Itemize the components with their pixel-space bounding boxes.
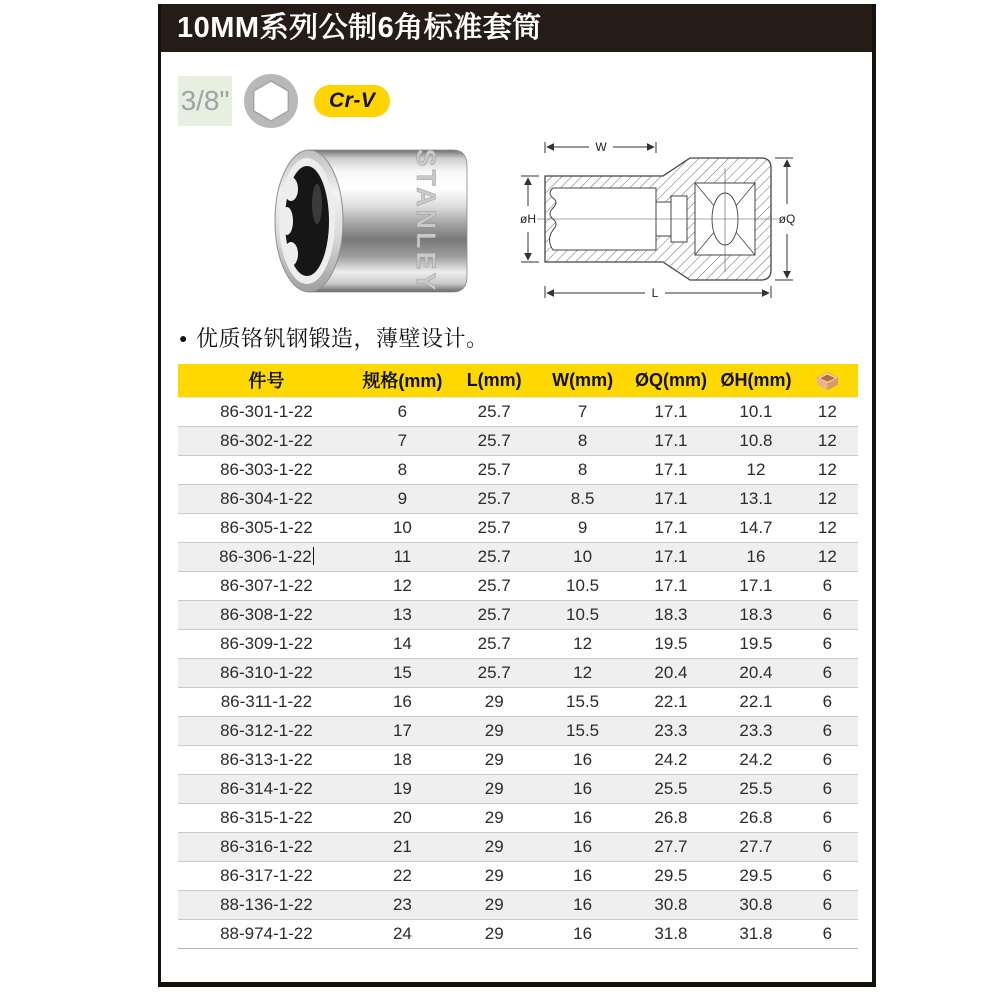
spec-table-body [178, 397, 858, 948]
pack-qty-cell: 6 [797, 919, 858, 948]
hex-dia-cell: 10.8 [715, 426, 797, 455]
table-header-row [178, 364, 858, 397]
size-cell: 24 [355, 919, 450, 948]
page-title: 10MM系列公制6角标准套筒 [161, 4, 872, 52]
pack-qty-cell: 6 [797, 745, 858, 774]
length-cell: 25.7 [450, 600, 538, 629]
size-cell: 8 [355, 455, 450, 484]
length-cell: 25.7 [450, 397, 538, 426]
size-cell: 19 [355, 774, 450, 803]
part-no-cell: 86-305-1-22 [178, 513, 355, 542]
pack-qty-cell: 12 [797, 484, 858, 513]
width-cell: 16 [538, 861, 626, 890]
width-cell: 12 [538, 658, 626, 687]
table-row [178, 919, 858, 948]
drive-dia-cell: 31.8 [627, 919, 715, 948]
length-cell: 29 [450, 890, 538, 919]
hex-dia-cell: 24.2 [715, 745, 797, 774]
width-cell: 10.5 [538, 571, 626, 600]
width-cell: 16 [538, 832, 626, 861]
col-header-drive-dia: ØQ(mm) [627, 364, 715, 397]
size-cell: 15 [355, 658, 450, 687]
col-header-width: W(mm) [538, 364, 626, 397]
drive-dia-cell: 22.1 [627, 687, 715, 716]
length-cell: 29 [450, 716, 538, 745]
length-cell: 25.7 [450, 426, 538, 455]
table-row [178, 774, 858, 803]
length-cell: 25.7 [450, 629, 538, 658]
brand-engraving: STANLEY [411, 148, 441, 294]
dim-label-hex-dia: øH [520, 212, 536, 226]
pack-qty-cell: 6 [797, 890, 858, 919]
hex-dia-cell: 29.5 [715, 861, 797, 890]
col-header-pack-qty [797, 364, 858, 397]
size-cell: 6 [355, 397, 450, 426]
width-cell: 15.5 [538, 687, 626, 716]
drive-dia-cell: 24.2 [627, 745, 715, 774]
width-cell: 16 [538, 774, 626, 803]
table-row [178, 658, 858, 687]
width-cell: 15.5 [538, 716, 626, 745]
part-no-cell: 86-308-1-22 [178, 600, 355, 629]
width-cell: 8 [538, 426, 626, 455]
table-row [178, 571, 858, 600]
table-row [178, 803, 858, 832]
feature-bullet-line [179, 322, 488, 353]
pack-qty-cell: 6 [797, 687, 858, 716]
crv-material-badge: Cr-V [314, 85, 390, 117]
length-cell: 25.7 [450, 571, 538, 600]
pack-qty-cell: 6 [797, 629, 858, 658]
hex-dia-cell: 27.7 [715, 832, 797, 861]
length-cell: 25.7 [450, 513, 538, 542]
dim-label-length: L [651, 286, 659, 300]
width-cell: 10.5 [538, 600, 626, 629]
drive-dia-cell: 17.1 [627, 455, 715, 484]
pack-qty-cell: 6 [797, 803, 858, 832]
size-cell: 9 [355, 484, 450, 513]
drive-dia-cell: 17.1 [627, 426, 715, 455]
table-row [178, 455, 858, 484]
length-cell: 29 [450, 803, 538, 832]
hex-dia-cell: 16 [715, 542, 797, 571]
size-cell: 13 [355, 600, 450, 629]
pack-qty-cell: 12 [797, 542, 858, 571]
drive-dia-cell: 20.4 [627, 658, 715, 687]
width-cell: 8.5 [538, 484, 626, 513]
pack-qty-cell: 6 [797, 774, 858, 803]
part-no-cell: 86-301-1-22 [178, 397, 355, 426]
part-no-cell: 86-312-1-22 [178, 716, 355, 745]
width-cell: 7 [538, 397, 626, 426]
size-cell: 14 [355, 629, 450, 658]
length-cell: 25.7 [450, 658, 538, 687]
dim-label-w: W [595, 140, 607, 154]
col-header-length: L(mm) [450, 364, 538, 397]
part-no-cell: 86-315-1-22 [178, 803, 355, 832]
hex-socket-icon [242, 72, 300, 130]
size-cell: 20 [355, 803, 450, 832]
drive-dia-cell: 19.5 [627, 629, 715, 658]
drive-dia-cell: 25.5 [627, 774, 715, 803]
table-row [178, 629, 858, 658]
table-row [178, 890, 858, 919]
pack-qty-cell: 12 [797, 513, 858, 542]
open-box-icon [814, 369, 841, 392]
table-row [178, 600, 858, 629]
col-header-part-no: 件号 [178, 364, 355, 397]
table-row [178, 397, 858, 426]
hex-dia-cell: 12 [715, 455, 797, 484]
pack-qty-cell: 12 [797, 426, 858, 455]
width-cell: 8 [538, 455, 626, 484]
size-cell: 16 [355, 687, 450, 716]
drive-dia-cell: 17.1 [627, 397, 715, 426]
part-no-cell: 86-311-1-22 [178, 687, 355, 716]
size-cell: 21 [355, 832, 450, 861]
drive-dia-cell: 27.7 [627, 832, 715, 861]
drive-dia-cell: 17.1 [627, 513, 715, 542]
bullet-marker: ● [179, 329, 188, 346]
length-cell: 25.7 [450, 455, 538, 484]
pack-qty-cell: 6 [797, 658, 858, 687]
table-row [178, 716, 858, 745]
table-row [178, 426, 858, 455]
table-row [178, 861, 858, 890]
pack-qty-cell: 6 [797, 832, 858, 861]
part-no-cell: 86-307-1-22 [178, 571, 355, 600]
width-cell: 16 [538, 890, 626, 919]
length-cell: 29 [450, 919, 538, 948]
part-no-cell: 86-316-1-22 [178, 832, 355, 861]
feature-text: 优质铬钒钢锻造，薄壁设计。 [195, 326, 489, 351]
drive-dia-cell: 23.3 [627, 716, 715, 745]
part-no-cell: 86-314-1-22 [178, 774, 355, 803]
socket-product-photo [265, 144, 479, 298]
length-cell: 25.7 [450, 484, 538, 513]
size-cell: 17 [355, 716, 450, 745]
part-no-cell: 86-310-1-22 [178, 658, 355, 687]
hex-dia-cell: 20.4 [715, 658, 797, 687]
pack-qty-cell: 12 [797, 397, 858, 426]
drive-dia-cell: 29.5 [627, 861, 715, 890]
table-row [178, 832, 858, 861]
pack-qty-cell: 12 [797, 455, 858, 484]
part-no-cell: 86-317-1-22 [178, 861, 355, 890]
part-no-cell: 88-136-1-22 [178, 890, 355, 919]
size-cell: 18 [355, 745, 450, 774]
badge-row [178, 72, 390, 130]
pack-qty-cell: 6 [797, 716, 858, 745]
size-cell: 11 [355, 542, 450, 571]
length-cell: 25.7 [450, 542, 538, 571]
hex-dia-cell: 13.1 [715, 484, 797, 513]
table-row [178, 513, 858, 542]
drive-dia-cell: 18.3 [627, 600, 715, 629]
part-no-cell: 86-303-1-22 [178, 455, 355, 484]
part-no-cell: 86-304-1-22 [178, 484, 355, 513]
spec-table [178, 364, 858, 949]
table-row [178, 542, 858, 571]
hex-dia-cell: 31.8 [715, 919, 797, 948]
hex-dia-cell: 26.8 [715, 803, 797, 832]
length-cell: 29 [450, 687, 538, 716]
width-cell: 9 [538, 513, 626, 542]
length-cell: 29 [450, 774, 538, 803]
part-no-cell: 86-302-1-22 [178, 426, 355, 455]
table-row [178, 687, 858, 716]
drive-dia-cell: 17.1 [627, 542, 715, 571]
pack-qty-cell: 6 [797, 571, 858, 600]
col-header-hex-dia: ØH(mm) [715, 364, 797, 397]
drive-dia-cell: 26.8 [627, 803, 715, 832]
hex-dia-cell: 14.7 [715, 513, 797, 542]
hex-dia-cell: 23.3 [715, 716, 797, 745]
size-cell: 12 [355, 571, 450, 600]
part-no-cell[interactable]: 86-306-1-22 [178, 542, 355, 571]
hex-dia-cell: 30.8 [715, 890, 797, 919]
part-no-cell: 86-313-1-22 [178, 745, 355, 774]
size-cell: 22 [355, 861, 450, 890]
part-no-cell: 88-974-1-22 [178, 919, 355, 948]
drive-dia-cell: 17.1 [627, 571, 715, 600]
drive-dia-cell: 30.8 [627, 890, 715, 919]
length-cell: 29 [450, 861, 538, 890]
width-cell: 10 [538, 542, 626, 571]
width-cell: 12 [538, 629, 626, 658]
length-cell: 29 [450, 745, 538, 774]
width-cell: 16 [538, 919, 626, 948]
drive-size-badge: 3/8" [178, 76, 232, 126]
catalog-page-frame [158, 4, 876, 987]
dim-label-drive-dia: øQ [778, 212, 796, 226]
text-cursor [313, 547, 314, 565]
hex-dia-cell: 19.5 [715, 629, 797, 658]
table-row [178, 745, 858, 774]
hex-dia-cell: 25.5 [715, 774, 797, 803]
pack-qty-cell: 6 [797, 600, 858, 629]
length-cell: 29 [450, 832, 538, 861]
col-header-size: 规格(mm) [355, 364, 450, 397]
hex-dia-cell: 18.3 [715, 600, 797, 629]
width-cell: 16 [538, 745, 626, 774]
hex-dia-cell: 17.1 [715, 571, 797, 600]
hex-dia-cell: 22.1 [715, 687, 797, 716]
size-cell: 10 [355, 513, 450, 542]
socket-dimension-diagram [513, 136, 803, 306]
width-cell: 16 [538, 803, 626, 832]
part-no-cell: 86-309-1-22 [178, 629, 355, 658]
size-cell: 7 [355, 426, 450, 455]
hex-dia-cell: 10.1 [715, 397, 797, 426]
table-row [178, 484, 858, 513]
size-cell: 23 [355, 890, 450, 919]
pack-qty-cell: 6 [797, 861, 858, 890]
drive-dia-cell: 17.1 [627, 484, 715, 513]
